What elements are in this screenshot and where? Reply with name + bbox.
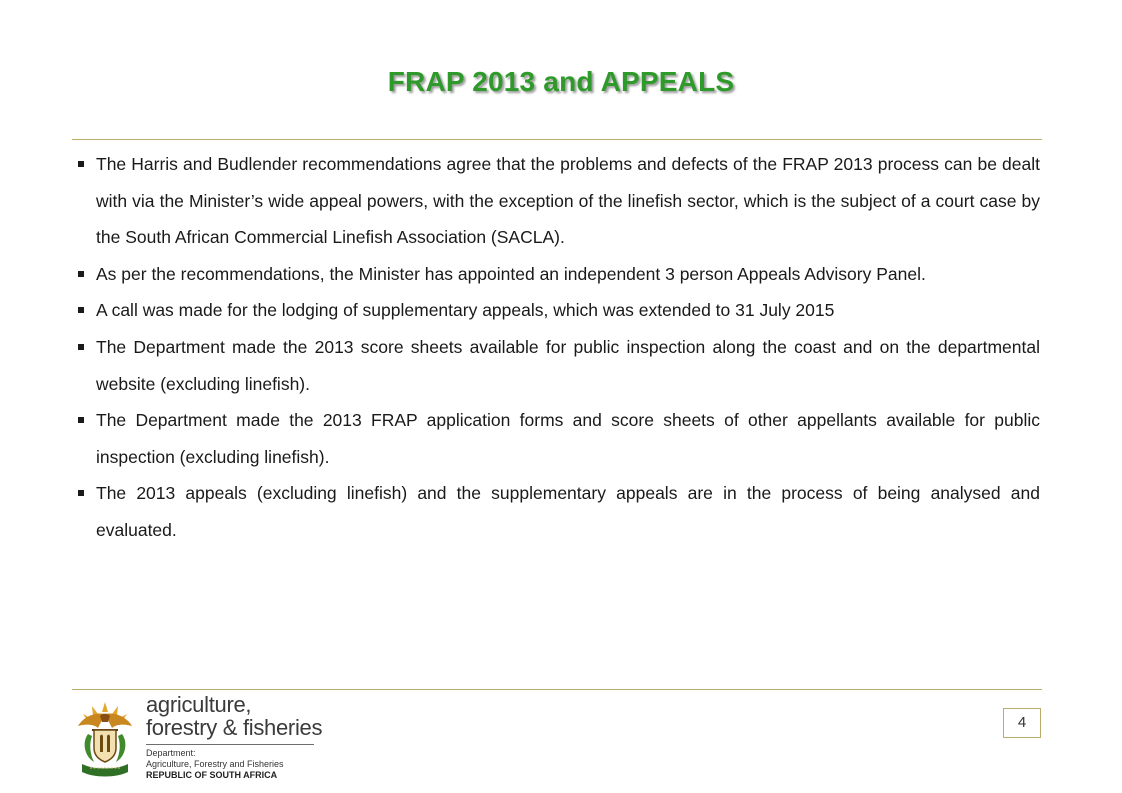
department-name: Agriculture, Forestry and Fisheries [146,759,284,769]
square-bullet-icon [76,402,96,423]
country-name: REPUBLIC OF SOUTH AFRICA [146,770,278,780]
bottom-divider [72,689,1042,690]
department-branding [146,694,346,781]
bullet-item [76,256,1040,293]
bullet-text: The 2013 appeals (excluding linefish) and the supplementary appeals are in the process of being analysed and evaluated. [96,483,1040,540]
bullet-text: The Department made the 2013 FRAP application forms and score sheets of other appellants available for public inspection (excluding linefish). [96,410,1040,467]
bullet-text: As per the recommendations, the Minister has appointed an independent 3 person Appeals Advisory Panel. [96,263,926,284]
square-bullet-icon [76,256,96,277]
bullet-item [76,292,1040,329]
coat-of-arms-logo [74,700,136,778]
bullet-text: The Harris and Budlender recommendations agree that the problems and defects of the FRAP 2013 process can be dealt with via the Minister’s wide appeal powers, with the exception of the linefish sector, which is the subject of a court case by the South African Commercial Linefish Association (SACLA). [96,154,1040,248]
bullet-text: The Department made the 2013 score sheets available for public inspection along the coast and on the departmental website (excluding linefish). [96,336,1040,394]
bullet-item [76,146,1040,256]
bullet-text: A call was made for the lodging of supplementary appeals, which was extended to 31 July 2015 [96,300,835,321]
brand-name-line2: forestry & fisheries [146,715,323,740]
bullet-list [76,146,1040,549]
square-bullet-icon [76,329,96,350]
slide-title: FRAP 2013 and APPEALS [387,66,735,97]
department-label: Department: [146,748,196,758]
bullet-item [76,402,1040,475]
square-bullet-icon [76,292,96,313]
bullet-item [76,475,1040,548]
top-divider [72,139,1042,140]
bullet-item [76,329,1040,402]
brand-divider [146,744,314,745]
square-bullet-icon [76,146,96,167]
page-number: 4 [1003,708,1041,738]
square-bullet-icon [76,475,96,496]
brand-name-line1: agriculture, [146,692,252,717]
